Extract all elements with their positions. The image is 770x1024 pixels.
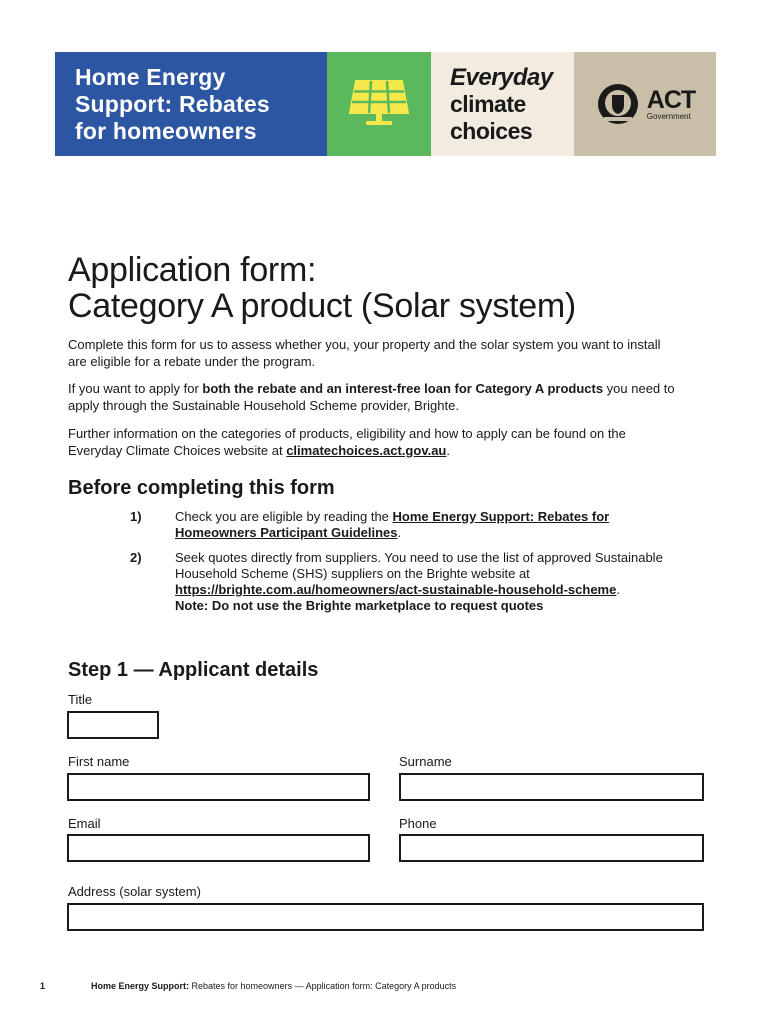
footer-text xyxy=(91,980,456,992)
before-heading: Before completing this form xyxy=(68,477,335,499)
text-run: Further information on the categories of products, eligibility and how to apply can be found on the Everyday Climate Choices website at xyxy=(68,426,626,458)
email-label: Email xyxy=(68,816,101,831)
footer-rest: Rebates for homeowners — Application form: Category A products xyxy=(189,981,457,991)
text-run: If you want to apply for xyxy=(68,381,203,396)
address-field[interactable] xyxy=(67,903,704,931)
coat-of-arms-icon xyxy=(595,81,641,127)
text-run: . xyxy=(616,582,620,597)
solar-panel-icon xyxy=(344,75,414,133)
campaign-line: choices xyxy=(450,118,533,144)
program-title-line: Home Energy xyxy=(75,64,226,90)
act-government-logo xyxy=(574,52,716,156)
footer-bold: Home Energy Support: xyxy=(91,981,190,991)
solar-icon-block xyxy=(327,52,431,156)
address-label: Address (solar system) xyxy=(68,884,201,899)
campaign-line: Everyday xyxy=(450,64,553,91)
list-text xyxy=(175,509,675,541)
program-title-line: Support: Rebates xyxy=(75,91,270,117)
first-name-field[interactable] xyxy=(67,773,370,801)
everyday-climate-choices-logo xyxy=(431,52,574,156)
info-paragraph xyxy=(68,425,678,459)
title-field[interactable] xyxy=(67,711,159,739)
list-text xyxy=(175,550,675,614)
page-number: 1 xyxy=(40,981,46,991)
text-run: Seek quotes directly from suppliers. You need to use the list of approved Sustainable Household Scheme (SHS) suppliers on the Brighte website at xyxy=(175,550,663,581)
brighte-link[interactable]: https://brighte.com.au/homeowners/act-sustainable-household-scheme xyxy=(175,582,617,597)
climatechoices-link[interactable]: climatechoices.act.gov.au xyxy=(286,443,447,458)
text-run: Check you are eligible by reading the xyxy=(175,509,393,524)
text-run: . xyxy=(397,525,402,540)
text-run: you need to apply through the Sustainable Household Scheme provider, Brighte. xyxy=(68,381,675,413)
surname-field[interactable] xyxy=(399,773,704,801)
intro-paragraph: Complete this form for us to assess whether you, your property and the solar system you want to install are eligible for a rebate under the program. xyxy=(68,337,661,369)
title-label: Title xyxy=(68,692,93,707)
program-title-block xyxy=(55,52,327,156)
phone-field[interactable] xyxy=(399,834,704,862)
phone-label: Phone xyxy=(399,816,437,831)
program-title-line: for homeowners xyxy=(75,118,257,144)
list-number: 2) xyxy=(130,550,142,565)
list-number: 1) xyxy=(130,509,142,524)
text-run: . xyxy=(446,443,450,458)
act-logo-text: ACT xyxy=(646,85,696,114)
header-banner xyxy=(55,52,716,156)
act-logo-subtext: Government xyxy=(646,111,691,121)
note-text: Note: Do not use the Brighte marketplace to request quotes xyxy=(175,598,544,613)
page-title xyxy=(68,252,576,324)
page-title-line: Application form: xyxy=(68,251,317,289)
guidelines-link[interactable]: Home Energy Support: Rebates for Homeowners Participant Guidelines xyxy=(175,509,610,540)
step1-heading: Step 1 — Applicant details xyxy=(68,659,319,681)
loan-paragraph xyxy=(68,380,678,414)
page-title-line: Category A product (Solar system) xyxy=(68,287,576,325)
surname-label: Surname xyxy=(399,754,452,769)
first-name-label: First name xyxy=(68,754,130,769)
email-field[interactable] xyxy=(67,834,370,862)
campaign-line: climate xyxy=(450,91,526,117)
bold-text: both the rebate and an interest-free loan for Category A products xyxy=(202,381,604,396)
